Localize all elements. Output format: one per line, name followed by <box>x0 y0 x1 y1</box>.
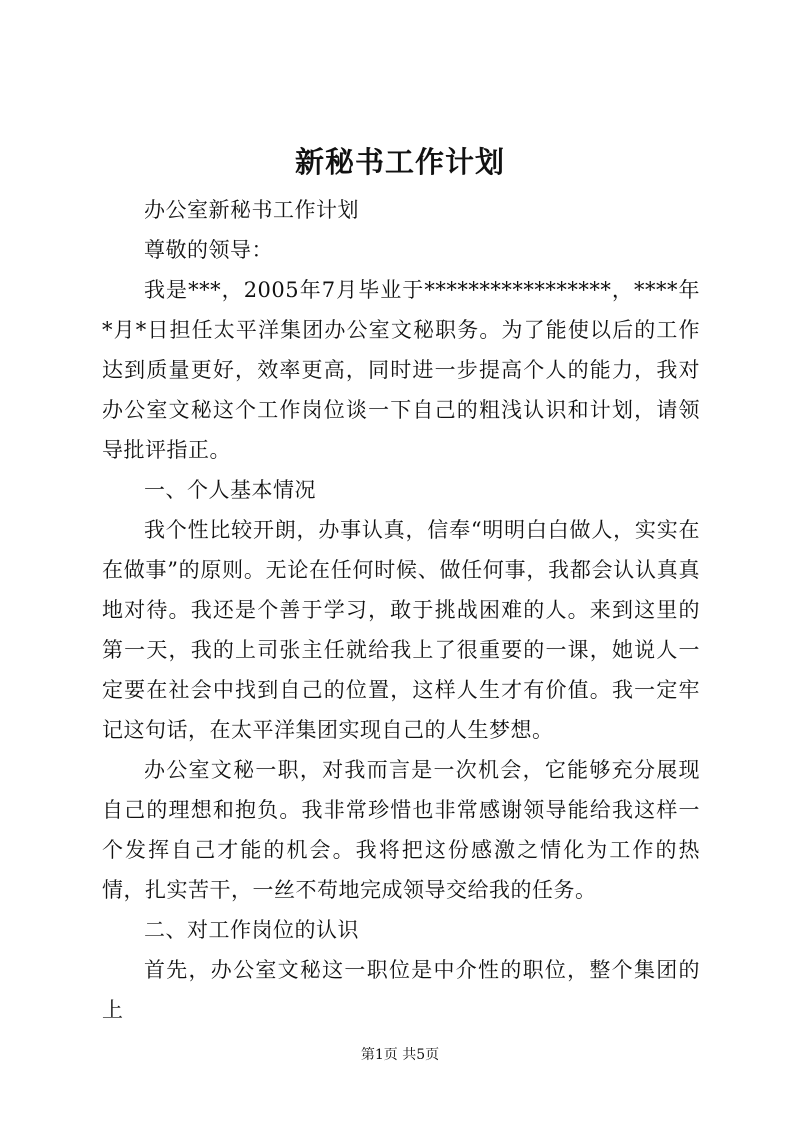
paragraph-subtitle: 办公室新秘书工作计划 <box>144 198 359 222</box>
section-heading-personal: 一、个人基本情况 <box>144 478 316 502</box>
page-footer: 第1页 共5页 <box>360 1047 440 1063</box>
document-title: 新秘书工作计划 <box>294 145 505 179</box>
paragraph-personality: 我个性比较开朗，办事认真，信奉“明明白白做人，实实在在做事”的原则。无论在任何时候、做任何事，我都会认认真真地对待。我还是个善于学习，敢于挑战困难的人。来到这里的第一天，我的上司张主任就给我上了很重要的一课，她说人一定要在社会中找到自己的位置，这样人生才有价值。我一定牢记这句话，在太平洋集团实现自己的人生梦想。 <box>102 518 700 742</box>
paragraph-salutation: 尊敬的领导： <box>144 238 273 262</box>
paragraph-opportunity: 办公室文秘一职，对我而言是一次机会，它能够充分展现自己的理想和抱负。我非常珍惜也非常感谢领导能给我这样一个发挥自己才能的机会。我将把这份感激之情化为工作的热情，扎实苦干，一丝不苟地完成领导交给我的任务。 <box>102 758 700 902</box>
section-heading-position: 二、对工作岗位的认识 <box>144 918 359 942</box>
paragraph-introduction: 我是***，2005年7月毕业于*****************，****年*月*日担任太平洋集团办公室文秘职务。为了能使以后的工作达到质量更好，效率更高，同时进一步提高个人的能力，我对办公室文秘这个工作岗位谈一下自己的粗浅认识和计划，请领导批评指正。 <box>102 278 700 462</box>
document-body <box>102 190 700 1030</box>
paragraph-position: 首先，办公室文秘这一职位是中介性的职位，整个集团的上 <box>102 958 700 1022</box>
